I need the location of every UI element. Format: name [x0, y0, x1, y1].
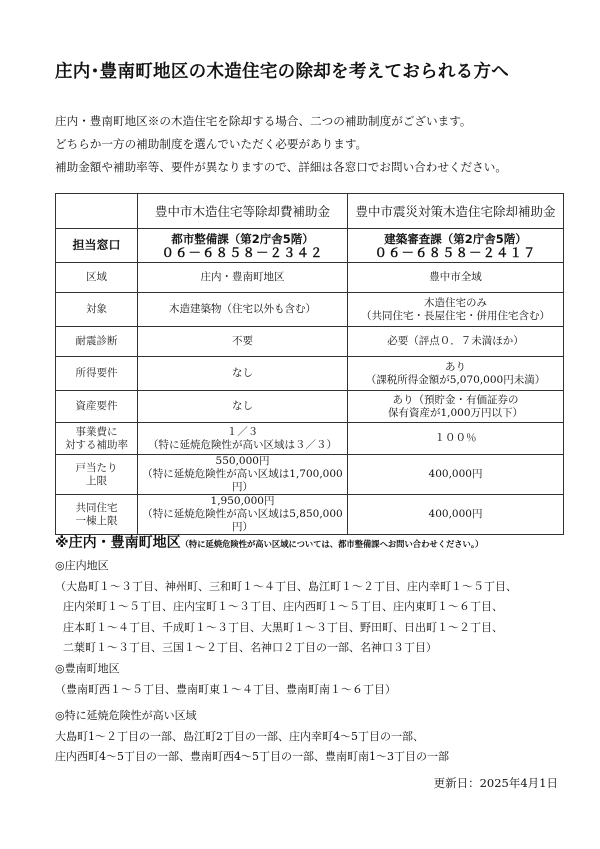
row-label: [56, 455, 138, 495]
row-label-line: 所得要件: [75, 367, 118, 379]
intro-line: どちらか一方の補助制度を選んでいただく必要があります。: [55, 137, 368, 151]
col2-cell: [348, 327, 564, 357]
cell-line: 不要: [232, 335, 253, 347]
row-label: [56, 293, 138, 327]
honan-heading: ◎豊南町地区: [55, 661, 120, 675]
cell-line: （特に延焼危険性が高い区域は1,700,000円）: [142, 468, 343, 493]
row-label-line: 戸当たり: [75, 461, 118, 474]
shonai-line: 二葉町１～３丁目、三国１～２丁目、名神口２丁目の一部、名神口３丁目）: [63, 641, 437, 655]
intro-line: 補助金額や補助率等、要件が異なりますので、詳細は各窓口でお問い合わせください。: [55, 160, 507, 174]
col2-window: [348, 229, 564, 263]
cell-line: 木造建築物（住宅以外も含む）: [169, 303, 316, 315]
table-row: [56, 357, 564, 391]
col2-phone: ０６－６８５８－２４１７: [374, 244, 537, 260]
col1-dept: 都市整備課（第2庁舎5階）: [171, 231, 314, 246]
cell-line: なし: [232, 367, 253, 379]
table-row: [56, 327, 564, 357]
shonai-heading: ◎庄内地区: [55, 559, 109, 572]
col1-cell: [138, 423, 348, 455]
col1-cell: [138, 357, 348, 391]
col2-cell: [348, 357, 564, 391]
table-row: [56, 293, 564, 327]
row-label-line: 事業費に: [75, 425, 118, 438]
intro-text: [55, 110, 507, 179]
row-label-line: 対する補助率: [65, 438, 128, 451]
row-label: [56, 423, 138, 455]
col1-cell: [138, 495, 348, 535]
intro-line: 庄内・豊南町地区※の木造住宅を除却する場合、二つの補助制度がございます。: [55, 114, 472, 128]
cell-line: 必要（評点０．７未満ほか）: [387, 335, 524, 347]
page-title: 庄内･豊南町地区の木造住宅の除却を考えておられる方へ: [55, 62, 510, 82]
col2-cell: [348, 455, 564, 495]
window-label: 担当窓口: [56, 229, 138, 263]
honan-line: （豊南町西１～５丁目、豊南町東１～４丁目、豊南町南１～６丁目）: [55, 682, 396, 696]
area-note-subtitle: （特に延焼危険性が高い区域については、都市整備課へお問い合わせください。）: [180, 539, 484, 549]
high-risk-heading: ◎特に延焼危険性が高い区域: [55, 709, 197, 723]
col1-cell: [138, 327, 348, 357]
cell-line: 豊中市全域: [429, 271, 482, 283]
table-row: [56, 455, 564, 495]
row-label-line: 一棟上限: [75, 514, 118, 527]
row-label-line: 上限: [86, 474, 107, 487]
cell-line: （共同住宅・長屋住宅・併用住宅含む）: [361, 309, 550, 322]
col1-phone: ０６－６８５８－２３４２: [161, 244, 324, 260]
row-label: [56, 357, 138, 391]
col2-dept: 建築審査課（第2庁舎5階）: [384, 231, 527, 246]
cell-line: 400,000円: [428, 468, 483, 480]
cell-line: 保有資産が1,000万円以下）: [387, 406, 524, 419]
col2-cell: [348, 391, 564, 423]
table-row: [56, 391, 564, 423]
cell-line: （課税所得金額が5,070,000円未満）: [365, 373, 546, 386]
updated-date: 更新日：2025年4月1日: [433, 776, 558, 790]
row-label: [56, 327, 138, 357]
cell-line: 木造住宅のみ: [424, 296, 487, 309]
col1-cell: [138, 293, 348, 327]
row-label: [56, 263, 138, 293]
col2-cell: [348, 293, 564, 327]
cell-line: 400,000円: [428, 508, 483, 520]
col2-cell: [348, 263, 564, 293]
cell-line: （特に延焼危険性が高い区域は３／３）: [148, 438, 337, 451]
shonai-line: 庄内栄町１～５丁目、庄内宝町１～３丁目、庄内西町１～５丁目、庄内東町１～６丁目、: [63, 600, 503, 614]
table-header-row: [56, 194, 564, 229]
cell-line: 庄内・豊南町地区: [200, 271, 285, 283]
row-label-line: 対象: [86, 303, 107, 315]
cell-line: １／３: [226, 425, 259, 438]
cell-line: あり: [445, 360, 466, 373]
cell-line: （特に延焼危険性が高い区域は5,850,000円）: [142, 508, 343, 533]
area-note-title: [55, 532, 483, 552]
row-label: [56, 495, 138, 535]
col2-cell: [348, 423, 564, 455]
subsidy-comparison-table: [55, 193, 564, 535]
row-label: [56, 391, 138, 423]
row-label-line: 共同住宅: [75, 501, 118, 514]
high-risk-line: 庄内西町4～5丁目の一部、豊南町西4～5丁目の一部、豊南町南1～3丁目の一部: [55, 750, 449, 764]
cell-line: 1,950,000円: [210, 495, 275, 507]
col1-header: 豊中市木造住宅等除却費補助金: [138, 194, 348, 229]
row-label-line: 資産要件: [75, 400, 118, 412]
col2-cell: [348, 495, 564, 535]
row-label-line: 耐震診断: [75, 335, 118, 347]
cell-line: 550,000円: [215, 455, 270, 467]
shonai-line: 庄本町１～４丁目、千成町１～３丁目、大黒町１～３丁目、野田町、日出町１～２丁目、: [63, 620, 503, 634]
table-corner-cell: [56, 194, 138, 229]
table-row: [56, 423, 564, 455]
shonai-line: （大島町１～３丁目、神州町、三和町１～４丁目、島江町１～２丁目、庄内幸町１～５丁目、: [55, 579, 517, 593]
area-note-heading: ※庄内・豊南町地区: [55, 535, 181, 551]
table-row: [56, 263, 564, 293]
cell-line: １００％: [434, 432, 477, 444]
col1-cell: [138, 455, 348, 495]
col1-cell: [138, 391, 348, 423]
row-label-line: 区域: [86, 271, 107, 283]
col1-window: [138, 229, 348, 263]
cell-line: なし: [232, 400, 253, 412]
col2-header: 豊中市震災対策木造住宅除却補助金: [348, 194, 564, 229]
area-list: [55, 556, 517, 768]
window-row: [56, 229, 564, 263]
cell-line: あり（預貯金・有価証券の: [392, 393, 519, 406]
high-risk-line: 大島町1～２丁目の一部、島江町2丁目の一部、庄内幸町4～5丁目の一部、: [55, 729, 424, 743]
table-row: [56, 495, 564, 535]
col1-cell: [138, 263, 348, 293]
